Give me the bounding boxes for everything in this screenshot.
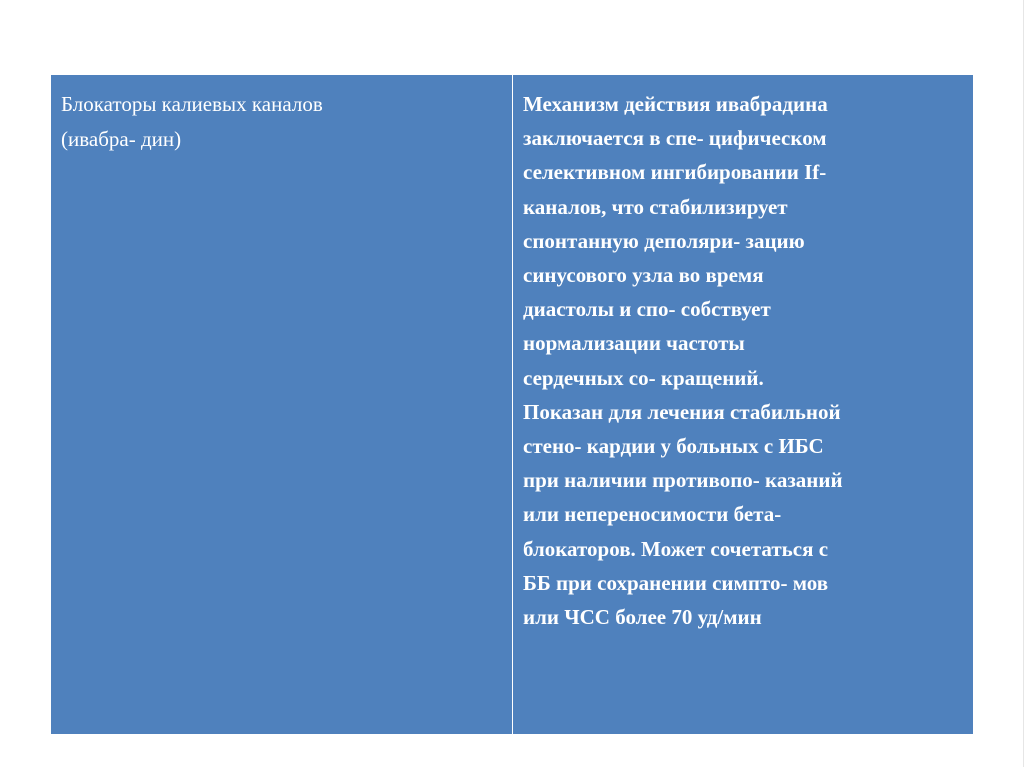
left-cell-line-1: Блокаторы калиевых каналов — [61, 92, 323, 116]
right-cell-line-12: при наличии противопо- казаний — [523, 468, 843, 493]
right-cell-line-9: сердечных со- кращений. — [523, 365, 764, 390]
right-cell-line-8: нормализации частоты — [523, 331, 745, 356]
right-cell-line-3: селективном ингибировании If- — [523, 160, 827, 185]
left-cell — [51, 75, 512, 734]
right-cell-line-5: спонтанную деполяри- зацию — [523, 228, 805, 253]
right-cell-line-4: каналов, что стабилизирует — [523, 194, 788, 219]
right-cell-line-13: или непереносимости бета- — [523, 502, 782, 527]
right-cell-line-6: синусового узла во время — [523, 263, 764, 288]
content-table — [50, 74, 974, 735]
right-cell-line-15: ББ при сохранении симпто- мов — [523, 570, 829, 595]
right-cell — [513, 75, 973, 734]
right-cell-line-11: стено- кардии у больных с ИБС — [523, 434, 824, 459]
right-cell-line-16: или ЧСС более 70 уд/мин — [523, 605, 762, 630]
right-cell-line-14: блокаторов. Может сочетаться с — [523, 536, 829, 561]
right-cell-line-2: заключается в спе- цифическом — [523, 126, 827, 151]
right-cell-line-7: диастолы и спо- собствует — [523, 297, 771, 322]
right-cell-line-1: Механизм действия ивабрадина — [523, 92, 828, 116]
right-cell-line-10: Показан для лечения стабильной — [523, 399, 841, 424]
left-cell-line-2: (ивабра- дин) — [61, 126, 182, 151]
